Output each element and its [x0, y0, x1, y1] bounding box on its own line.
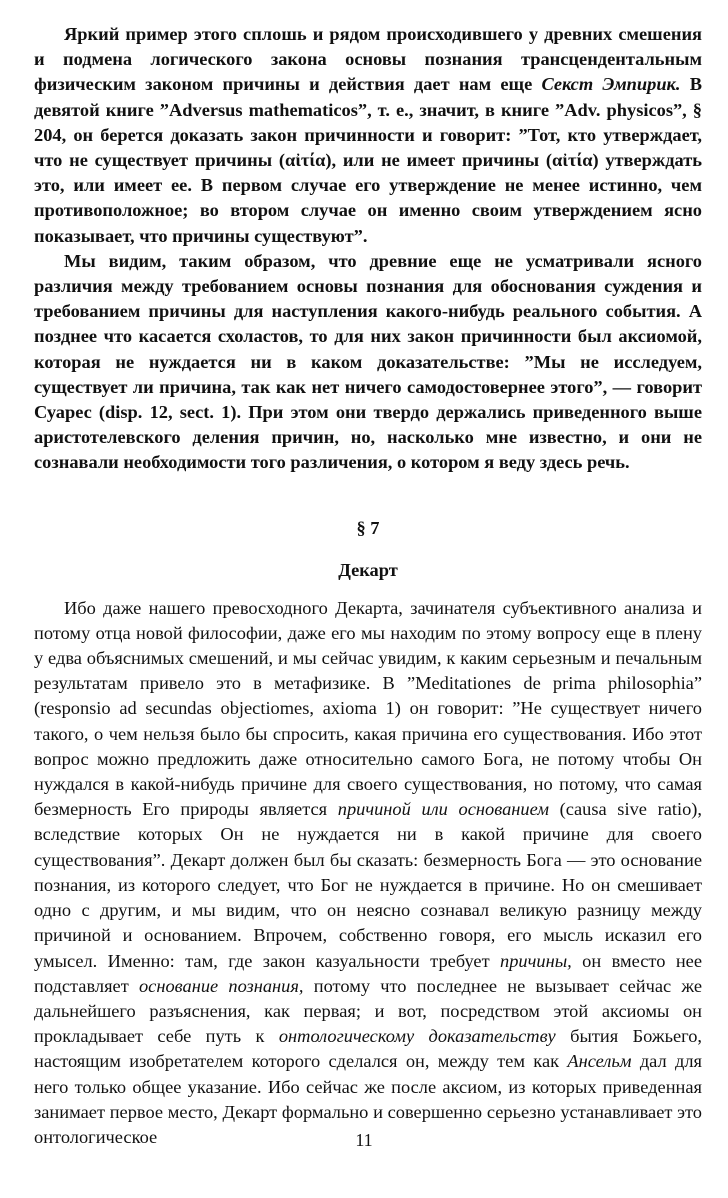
- italic-text-segment: онтологическому доказательству: [278, 1026, 556, 1047]
- section-number: § 7: [356, 517, 380, 538]
- text-segment: потому что последнее не вызывает сейчас же дальнейшего разъяснения, как первая; и вот, посредством этой аксиомы он прокладывает себе путь к: [34, 975, 703, 1047]
- italic-text-segment: Секст Эмпирик.: [541, 74, 681, 95]
- paragraph-sextus-empiricus: [34, 22, 702, 249]
- text-segment: В девятой книге ”Adversus mathematicos”, т. е., значит, в книге ”Adv. physicos”, § 204, он берется доказать закон причинности и говорит: ”Тот, кто утверждает, что не существует причины (αἰτία), или не имеет причины (αἰτία) утверждать это, или имеет ее. В первом случае его утверждение не менее истинно, чем противоположное; во втором случае он именно своим утверждением ясно показывает, что причины существуют”.: [34, 74, 702, 246]
- bottom-text-block: [34, 596, 702, 1150]
- text-segment: он вместо нее подставляет: [34, 950, 702, 996]
- text-segment: Мы видим, таким образом, что древние еще не усматривали ясного различия между требованием основы познания для обоснования суждения и требованием причины для наступления какого-нибудь реального события. А позднее что касается схоластов, то для них закон причинности был аксиомой, которая не нуждается ни в каком доказательстве: ”Мы не исследуем, существует ли причина, так как нет ничего самодостовернее этого”, — говорит Суарес (disp. 12, sect. 1). При этом они твердо держались приведенного выше аристотелевского деления причин, но, насколько мне известно, и они не сознавали необходимости того различения, о котором я веду здесь речь.: [34, 250, 702, 473]
- italic-text-segment: Ансельм: [567, 1051, 632, 1072]
- page-number: 11: [355, 1130, 373, 1150]
- text-segment: Ибо даже нашего превосходного Декарта, зачинателя субъективного анализа и потому отца новой философии, даже его мы находим по этому вопросу еще в плену у едва объяснимых смешений, и мы сейчас увидим, к каким серьезным и печальным результатам привело это в метафизике. В ”Meditationes de prima philosophia” (responsio ad secundas objectiomes, axioma 1) он говорит: ”Не существует ничего такого, о чем нельзя было бы спросить, какая причина его существования. Ибо этот вопрос можно предложить даже относительно самого Бога, не потому чтобы Он нуждался в какой-нибудь причине для своего существования, но потому, что самая безмерность Его природы является: [34, 597, 702, 820]
- top-text-block: [34, 22, 702, 476]
- text-segment: Яркий пример этого сплошь и рядом происходившего у древних смешения и подмена логического закона основы познания трансцендентальным физическим законом причины и действия дает нам еще: [34, 24, 702, 95]
- paragraph-ancients-and-scholastics: [34, 249, 702, 476]
- text-segment: бытия Божьего, настоящим изобретателем которого сделался он, между тем как: [34, 1026, 702, 1072]
- italic-text-segment: причины,: [500, 950, 572, 971]
- paragraph-descartes: [34, 596, 702, 1150]
- italic-text-segment: причиной или основанием: [337, 799, 550, 820]
- text-segment: (causa sive ratio), вследствие которых Он не нуждается ни в какой причине для своего существования”. Декарт должен был бы сказать: безмерность Бога — это основание познания, из которого следует, что Бог не нуждается в причине. Но он смешивает одно с другим, и мы видим, что он неясно сознавал великую разницу между причиной и основанием. Впрочем, собственно говоря, его мысль исказил его умысел. Именно: там, где закон казуальности требует: [34, 799, 702, 971]
- section-title: Декарт: [338, 559, 398, 580]
- text-segment: дал для него только общее указание. Ибо сейчас же после аксиом, из которых приведенная занимает первое место, Декарт формально и совершенно серьезно устанавливает это онтологическое: [34, 1051, 702, 1147]
- italic-text-segment: основание познания,: [138, 975, 304, 996]
